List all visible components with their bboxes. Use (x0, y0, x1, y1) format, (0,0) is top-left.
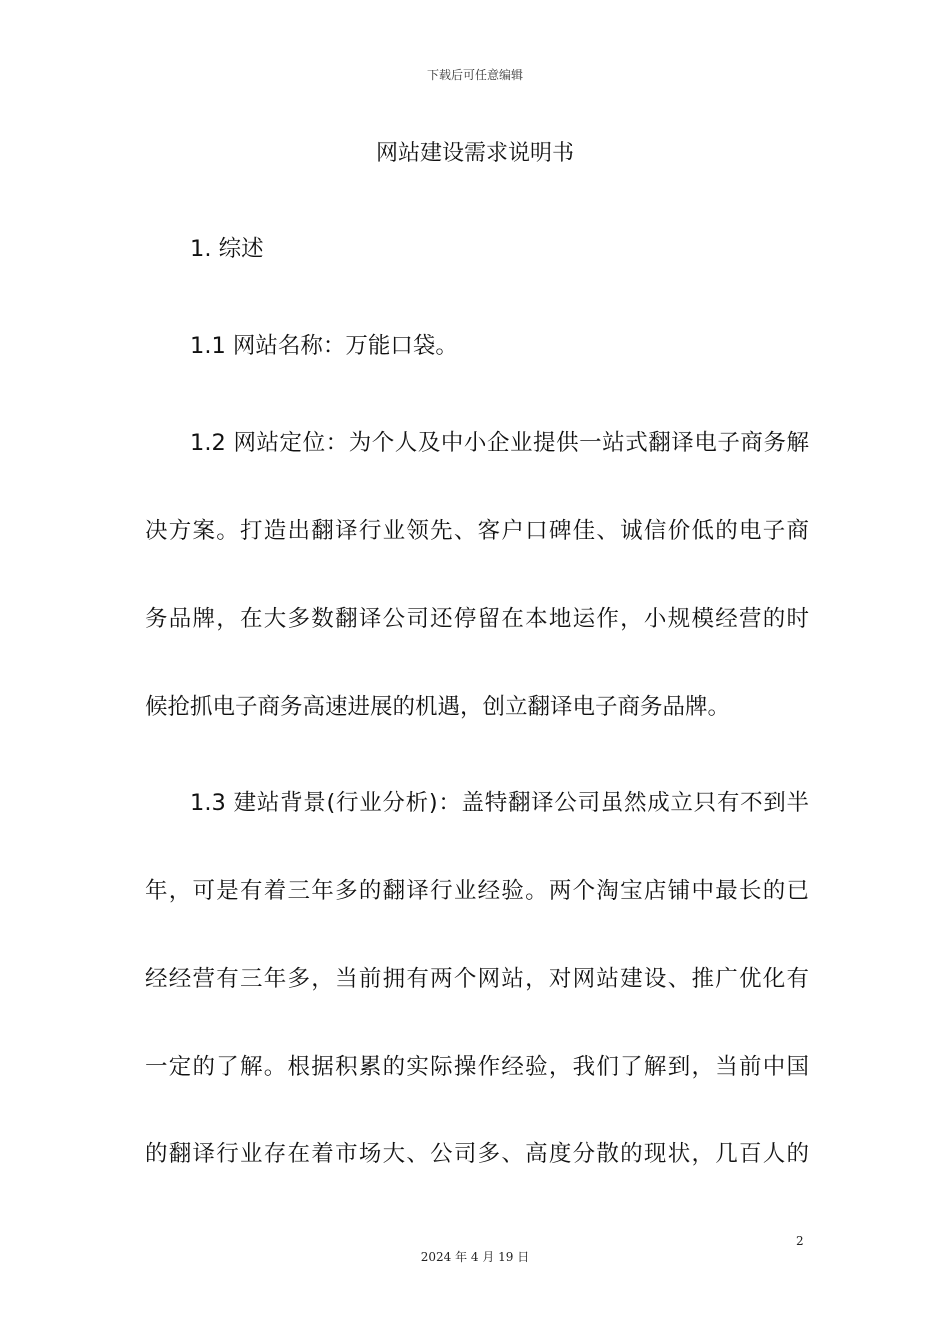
paragraph-line: 一定的了解。根据积累的实际操作经验，我们了解到，当前中国 (145, 1054, 809, 1080)
header-note: 下载后可任意编辑 (426, 68, 523, 82)
footer-date: 2024 年 4 月 19 日 (420, 1250, 530, 1264)
paragraph-line: 1.3 建站背景(行业分析)：盖特翻译公司虽然成立只有不到半 (190, 790, 809, 816)
paragraph-line: 决方案。打造出翻译行业领先、客户口碑佳、诚信价低的电子商 (145, 518, 809, 544)
paragraph-line: 1.2 网站定位：为个人及中小企业提供一站式翻译电子商务解 (190, 430, 809, 456)
paragraph-line: 的翻译行业存在着市场大、公司多、高度分散的现状，几百人的 (145, 1141, 809, 1167)
page-number: 2 (796, 1234, 804, 1248)
paragraph-1-1: 1.1 网站名称：万能口袋。 (190, 333, 458, 359)
paragraph-line: 年，可是有着三年多的翻译行业经验。两个淘宝店铺中最长的已 (145, 878, 809, 904)
paragraph-line: 候抢抓电子商务高速进展的机遇，创立翻译电子商务品牌。 (145, 694, 731, 720)
section-heading: 1. 综述 (190, 236, 264, 262)
paragraph-line: 经经营有三年多，当前拥有两个网站，对网站建设、推广优化有 (145, 966, 809, 992)
document-title: 网站建设需求说明书 (375, 141, 574, 166)
paragraph-line: 务品牌，在大多数翻译公司还停留在本地运作，小规模经营的时 (145, 606, 809, 632)
